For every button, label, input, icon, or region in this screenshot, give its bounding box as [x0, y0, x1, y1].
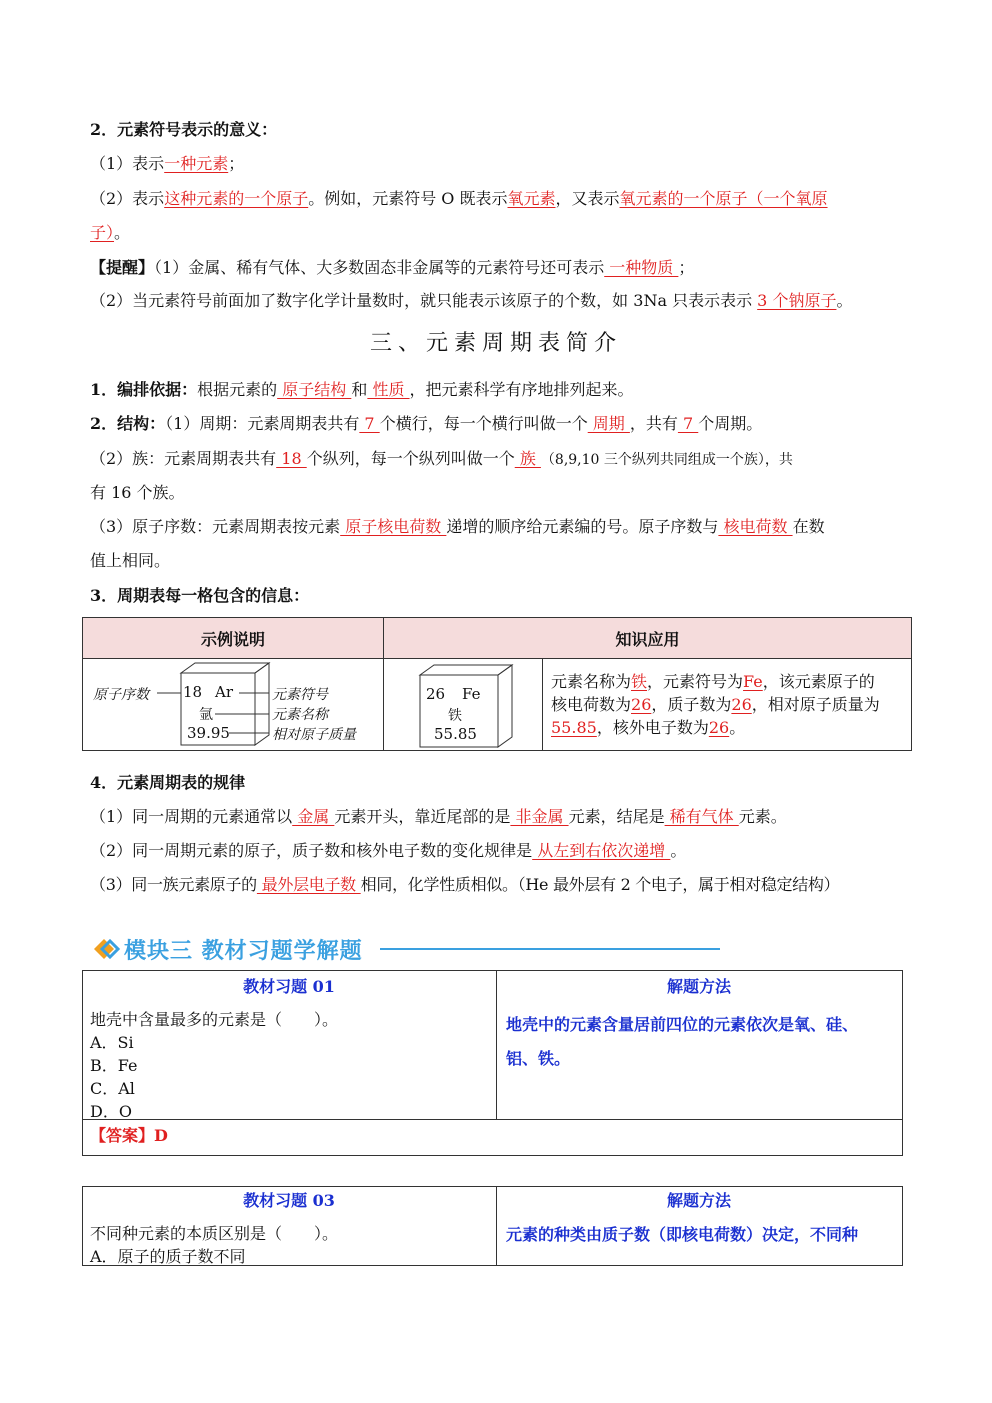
- example-symbol: Ar: [215, 683, 234, 701]
- fe-name: 铁: [448, 708, 462, 724]
- info-table: [82, 617, 912, 751]
- fe-symbol: Fe: [462, 685, 481, 703]
- exercise-title: 教材习题 01: [243, 977, 335, 996]
- module-banner: [90, 932, 730, 966]
- tip-line: 【提醒】（1）金属、稀有气体、大多数固态非金属等的元素符号还可表示 一种物质 ；: [90, 258, 695, 277]
- section-title: 4．元素周期表的规律: [90, 773, 246, 792]
- method-title: 解题方法: [666, 977, 731, 996]
- option: D．O: [90, 1102, 132, 1121]
- section-heading: 三、元素周期表简介: [369, 331, 622, 356]
- text-line: 2．结构：（1）周期：元素周期表共有 7 个横行，每一个横行叫做一个 周期 ，共有 7 个周期。: [90, 414, 763, 433]
- fe-description: 元素名称为铁，元素符号为Fe，该元素原子的 核电荷数为26，质子数为26，相对原子质量为 55.85，核外电子数为26。: [543, 659, 912, 751]
- fe-mass: 55.85: [434, 725, 477, 743]
- label-atomic-number: 原子序数: [93, 687, 149, 703]
- fe-number: 26: [426, 685, 446, 703]
- label-symbol: 元素符号: [272, 687, 328, 703]
- answer: 【答案】D: [90, 1126, 168, 1145]
- text-line: （3）原子序数：元素周期表按元素 原子核电荷数 递增的顺序给元素编的号。原子序数与 核电荷数 在数: [90, 517, 825, 536]
- method-text: 元素的种类由质子数（即核电荷数）决定，不同种: [506, 1225, 859, 1244]
- option: A．Si: [90, 1033, 134, 1052]
- label-name: 元素名称: [272, 707, 328, 723]
- option: B．Fe: [90, 1056, 138, 1075]
- text-line: （2）同一周期元素的原子，质子数和核外电子数的变化规律是 从左到右依次递增 。: [90, 841, 687, 860]
- option: A．原子的质子数不同: [90, 1247, 246, 1266]
- example-name: 氩: [199, 707, 213, 723]
- section-title: 2．元素符号表示的意义：: [90, 120, 278, 139]
- text-line: 值上相同。: [90, 551, 171, 570]
- example-number: 18: [183, 683, 203, 701]
- option: C．Al: [90, 1079, 135, 1098]
- banner-line: [380, 948, 720, 950]
- text-line: （2）当元素符号前面加了数字化学计量数时，就只能表示该原子的个数，如 3Na 只表示表示 3 个钠原子。: [90, 291, 853, 310]
- text-line: （2）族：元素周期表共有 18 个纵列，每一个纵列叫做一个 族 （8,9,10 三个纵列共同组成一个族），共: [90, 449, 793, 468]
- method-title: 解题方法: [666, 1191, 731, 1210]
- table-header: 示例说明: [83, 618, 384, 659]
- text-line: （3）同一族元素原子的 最外层电子数 相同，化学性质相似。（He 最外层有 2 个电子，属于相对稳定结构）: [90, 875, 840, 894]
- text-line: （2）表示这种元素的一个原子。例如，元素符号 O 既表示氧元素，又表示氧元素的一个原子（一个氧原: [90, 189, 828, 208]
- module-title: 模块三 教材习题学解题: [124, 939, 363, 964]
- exercise-title: 教材习题 03: [243, 1191, 335, 1210]
- text-line: 子）。: [90, 223, 131, 242]
- table-header: 知识应用: [384, 618, 912, 659]
- diamond-icon: [90, 934, 124, 964]
- section-title: 3．周期表每一格包含的信息：: [90, 586, 310, 605]
- text-line: 1．编排依据：根据元素的 原子结构 和 性质 ，把元素科学有序地排列起来。: [90, 380, 634, 399]
- text-line: （1）同一周期的元素通常以 金属 元素开头，靠近尾部的是 非金属 元素，结尾是 稀有气体 元素。: [90, 807, 787, 826]
- example-mass: 39.95: [187, 724, 230, 742]
- fe-cell: [384, 659, 543, 751]
- text-line: （1）表示一种元素；: [90, 154, 245, 173]
- method-text: 地壳中的元素含量居前四位的元素依次是氧、硅、 铝、铁。: [506, 1015, 859, 1068]
- question: 不同种元素的本质区别是（ ）。 A．原子的质子数不同: [90, 1224, 339, 1266]
- label-mass: 相对原子质量: [272, 727, 356, 743]
- example-cell: [83, 659, 384, 751]
- text-line: 有 16 个族。: [90, 483, 185, 502]
- question: 地壳中含量最多的元素是（ ）。 A．Si B．Fe C．Al D．O: [90, 1010, 339, 1121]
